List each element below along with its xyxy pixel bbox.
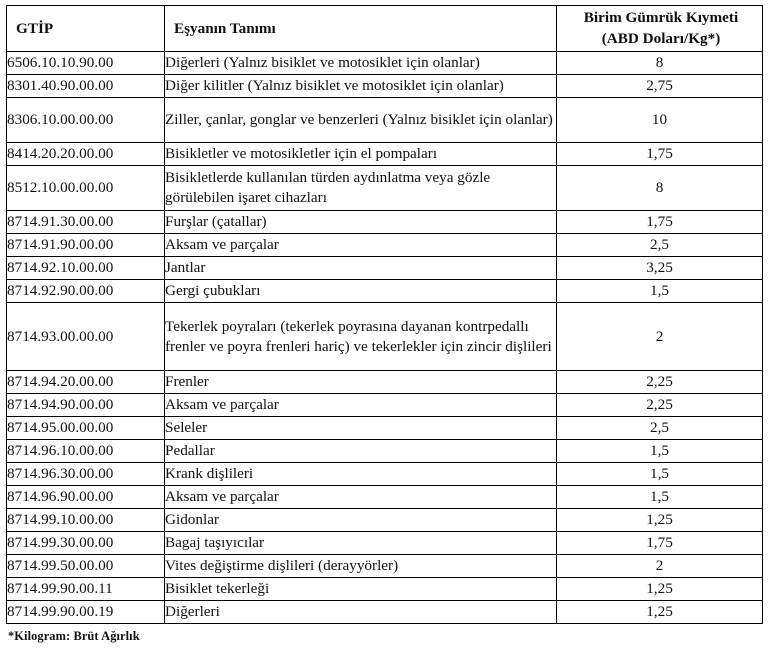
cell-description: Pedallar	[165, 440, 557, 463]
table-row	[7, 211, 763, 234]
cell-gtip-code: 8714.99.50.00.00	[7, 555, 165, 578]
table-row	[7, 440, 763, 463]
cell-unit-customs-value: 2,5	[557, 417, 763, 440]
cell-unit-customs-value: 1,5	[557, 440, 763, 463]
cell-description: Jantlar	[165, 257, 557, 280]
cell-unit-customs-value: 2,25	[557, 394, 763, 417]
cell-unit-customs-value: 2	[557, 303, 763, 371]
cell-description: Gergi çubukları	[165, 280, 557, 303]
cell-gtip-code: 8714.94.20.00.00	[7, 371, 165, 394]
cell-description: Diğerleri	[165, 601, 557, 624]
cell-description: Diğer kilitler (Yalnız bisiklet ve motosiklet için olanlar)	[165, 75, 557, 98]
cell-description: Aksam ve parçalar	[165, 234, 557, 257]
cell-unit-customs-value: 1,5	[557, 486, 763, 509]
table-row	[7, 555, 763, 578]
table-row	[7, 601, 763, 624]
table-row	[7, 303, 763, 371]
table-row	[7, 257, 763, 280]
table-row	[7, 234, 763, 257]
cell-unit-customs-value: 1,75	[557, 532, 763, 555]
cell-unit-customs-value: 10	[557, 98, 763, 143]
table-header	[7, 6, 763, 52]
cell-description: Bagaj taşıyıcılar	[165, 532, 557, 555]
cell-unit-customs-value: 2	[557, 555, 763, 578]
cell-gtip-code: 6506.10.10.90.00	[7, 52, 165, 75]
table-row	[7, 75, 763, 98]
column-header-unit-customs-value-line1: Birim Gümrük Kıymeti	[583, 9, 739, 26]
cell-gtip-code: 8714.91.30.00.00	[7, 211, 165, 234]
table-row	[7, 52, 763, 75]
cell-description: Aksam ve parçalar	[165, 394, 557, 417]
cell-description: Aksam ve parçalar	[165, 486, 557, 509]
table-row	[7, 417, 763, 440]
table-row	[7, 98, 763, 143]
table-row	[7, 486, 763, 509]
cell-gtip-code: 8714.99.90.00.19	[7, 601, 165, 624]
cell-gtip-code: 8714.93.00.00.00	[7, 303, 165, 371]
cell-description: Bisiklet tekerleği	[165, 578, 557, 601]
cell-gtip-code: 8714.95.00.00.00	[7, 417, 165, 440]
cell-gtip-code: 8714.96.30.00.00	[7, 463, 165, 486]
cell-unit-customs-value: 1,5	[557, 280, 763, 303]
cell-unit-customs-value: 2,25	[557, 371, 763, 394]
cell-description: Bisikletlerde kullanılan türden aydınlatma veya gözle görülebilen işaret cihazları	[165, 166, 557, 211]
cell-description: Krank dişlileri	[165, 463, 557, 486]
cell-description: Vites değiştirme dişlileri (derayyörler)	[165, 555, 557, 578]
cell-unit-customs-value: 1,25	[557, 509, 763, 532]
tariff-table	[6, 5, 763, 624]
cell-gtip-code: 8301.40.90.00.00	[7, 75, 165, 98]
table-row	[7, 371, 763, 394]
cell-unit-customs-value: 1,25	[557, 578, 763, 601]
cell-description: Ziller, çanlar, gonglar ve benzerleri (Yalnız bisiklet için olanlar)	[165, 98, 557, 143]
cell-description: Bisikletler ve motosikletler için el pompaları	[165, 143, 557, 166]
column-header-gtip: GTİP	[7, 6, 165, 52]
cell-unit-customs-value: 8	[557, 166, 763, 211]
cell-unit-customs-value: 1,75	[557, 211, 763, 234]
cell-description: Frenler	[165, 371, 557, 394]
cell-gtip-code: 8714.96.10.00.00	[7, 440, 165, 463]
cell-gtip-code: 8714.99.10.00.00	[7, 509, 165, 532]
cell-unit-customs-value: 2,5	[557, 234, 763, 257]
table-body	[7, 52, 763, 624]
cell-unit-customs-value: 1,5	[557, 463, 763, 486]
cell-gtip-code: 8306.10.00.00.00	[7, 98, 165, 143]
cell-gtip-code: 8512.10.00.00.00	[7, 166, 165, 211]
cell-description: Furşlar (çatallar)	[165, 211, 557, 234]
header-row	[7, 6, 763, 52]
column-header-unit-customs-value	[557, 6, 763, 52]
cell-gtip-code: 8714.94.90.00.00	[7, 394, 165, 417]
table-row	[7, 463, 763, 486]
cell-gtip-code: 8714.99.90.00.11	[7, 578, 165, 601]
cell-unit-customs-value: 3,25	[557, 257, 763, 280]
table-row	[7, 394, 763, 417]
table-row	[7, 509, 763, 532]
table-row	[7, 578, 763, 601]
table-row	[7, 280, 763, 303]
table-row	[7, 166, 763, 211]
footnote: *Kilogram: Brüt Ağırlık	[8, 629, 140, 644]
cell-unit-customs-value: 1,75	[557, 143, 763, 166]
cell-unit-customs-value: 1,25	[557, 601, 763, 624]
cell-description: Tekerlek poyraları (tekerlek poyrasına dayanan kontrpedallı frenler ve poyra frenleri hariç) ve tekerlekler için zincir dişlileri	[165, 303, 557, 371]
cell-description: Gidonlar	[165, 509, 557, 532]
table-row	[7, 532, 763, 555]
cell-gtip-code: 8714.92.10.00.00	[7, 257, 165, 280]
cell-gtip-code: 8714.92.90.00.00	[7, 280, 165, 303]
cell-gtip-code: 8714.96.90.00.00	[7, 486, 165, 509]
cell-unit-customs-value: 2,75	[557, 75, 763, 98]
column-header-description: Eşyanın Tanımı	[165, 6, 557, 52]
table-row	[7, 143, 763, 166]
cell-gtip-code: 8714.99.30.00.00	[7, 532, 165, 555]
cell-unit-customs-value: 8	[557, 52, 763, 75]
cell-description: Seleler	[165, 417, 557, 440]
column-header-unit-customs-value-line2: (ABD Doları/Kg*)	[601, 30, 721, 48]
cell-description: Diğerleri (Yalnız bisiklet ve motosiklet için olanlar)	[165, 52, 557, 75]
cell-gtip-code: 8714.91.90.00.00	[7, 234, 165, 257]
cell-gtip-code: 8414.20.20.00.00	[7, 143, 165, 166]
